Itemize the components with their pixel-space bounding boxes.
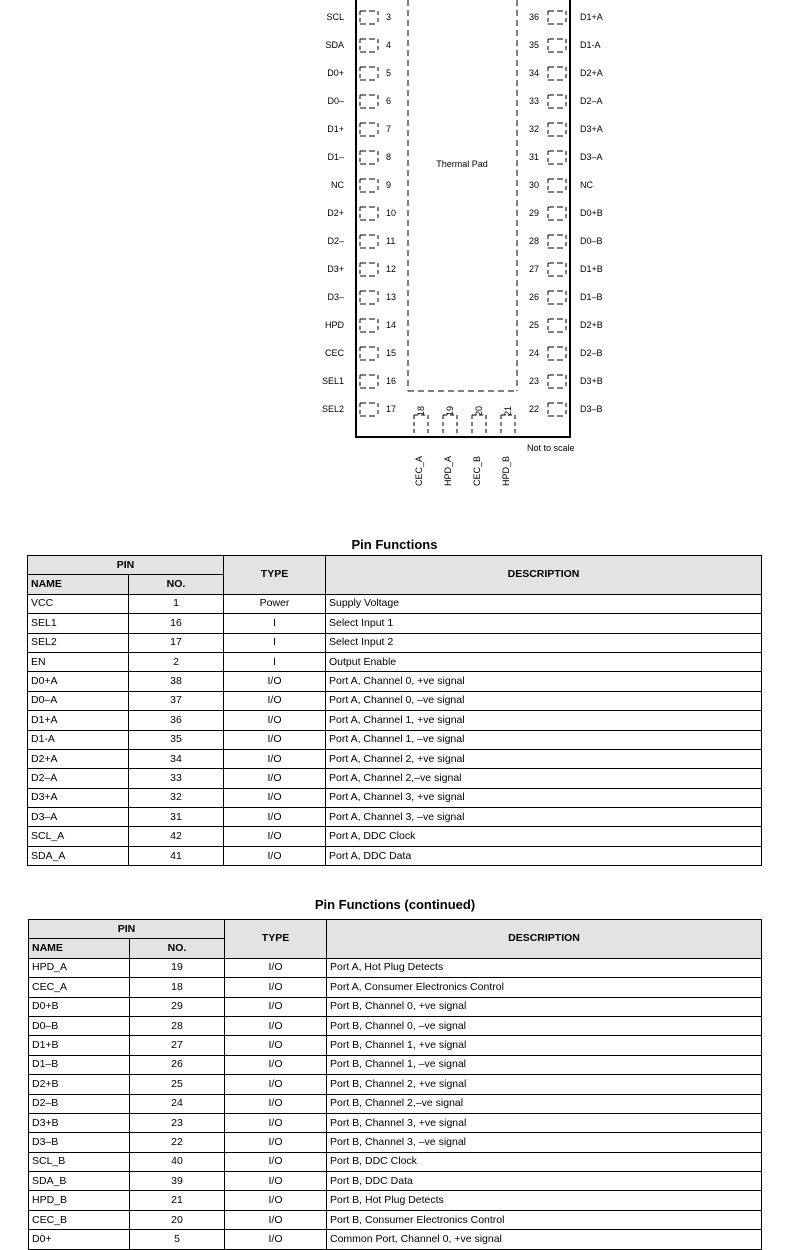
left-pin-name: CEC [324, 348, 344, 358]
pin-type: I/O [224, 672, 326, 691]
table-row [29, 958, 762, 977]
table-row [28, 652, 762, 671]
right-pin-number: 26 [529, 292, 540, 302]
pin-type: I/O [224, 827, 326, 846]
description-header: DESCRIPTION [327, 920, 762, 959]
bottom-pin-name: CEC_A [414, 455, 424, 486]
table1-title: Pin Functions [351, 537, 438, 552]
pin-type: I/O [225, 1036, 327, 1055]
pin-type: I/O [225, 1113, 327, 1132]
pin-type: I/O [225, 1055, 327, 1074]
pin-number: 20 [130, 1210, 225, 1229]
right-pin-number: 31 [529, 152, 540, 162]
pin-type: I/O [224, 730, 326, 749]
pin-number: 26 [130, 1055, 225, 1074]
pin-name: EN [28, 652, 129, 671]
left-pin-name: D2– [327, 236, 344, 246]
pin-description: Common Port, Channel 0, +ve signal [327, 1230, 762, 1249]
table-row [29, 1016, 762, 1035]
pin-number: 42 [129, 827, 224, 846]
right-pin-name: D3–A [580, 152, 603, 162]
no-header: NO. [130, 939, 225, 958]
type-header: TYPE [225, 920, 327, 959]
name-header: NAME [29, 939, 130, 958]
pin-name: D3+B [29, 1113, 130, 1132]
right-pin-number: 22 [529, 404, 540, 414]
pin-description: Port A, Channel 0, +ve signal [326, 672, 762, 691]
pin-number: 25 [130, 1075, 225, 1094]
table-row [29, 978, 762, 997]
pin-number: 2 [129, 652, 224, 671]
pin-description: Port A, DDC Clock [326, 827, 762, 846]
left-pin-name: SEL2 [321, 404, 344, 414]
description-header: DESCRIPTION [326, 556, 762, 595]
pin-name: SCL_B [29, 1152, 130, 1171]
pin-number: 16 [129, 614, 224, 633]
pin-name: D1-A [28, 730, 129, 749]
pin-number: 34 [129, 749, 224, 768]
pin-name: D1–B [29, 1055, 130, 1074]
table-row [28, 633, 762, 652]
pin-number: 33 [129, 769, 224, 788]
right-pin-number: 24 [529, 348, 540, 358]
pin-type: I/O [224, 749, 326, 768]
left-pin-number: 17 [386, 404, 397, 414]
pin-type: I/O [224, 788, 326, 807]
table-row [29, 1210, 762, 1229]
pin-type: I/O [225, 1075, 327, 1094]
pin-type: I/O [225, 1152, 327, 1171]
pin-number: 35 [129, 730, 224, 749]
pin-name: D2–B [29, 1094, 130, 1113]
pin-description: Port A, DDC Data [326, 846, 762, 865]
pin-description: Port A, Channel 2, +ve signal [326, 749, 762, 768]
right-pin-name: D1-A [580, 40, 601, 50]
left-pin-number: 4 [386, 40, 392, 50]
left-pin-number: 15 [386, 348, 397, 358]
right-pin-name: D1+A [580, 12, 603, 22]
left-pin-number: 6 [386, 96, 392, 106]
right-pin-number: 27 [529, 264, 540, 274]
pin-description: Port A, Consumer Electronics Control [327, 978, 762, 997]
pin-description: Port B, Channel 1, –ve signal [327, 1055, 762, 1074]
pin-header: PIN [29, 920, 225, 939]
pin-name: SEL1 [28, 614, 129, 633]
pin-type: I [224, 614, 326, 633]
pin-number: 5 [130, 1230, 225, 1249]
table-row [29, 1152, 762, 1171]
right-pin-number: 32 [529, 124, 540, 134]
left-pin-name: NC [331, 180, 344, 190]
right-pin-number: 35 [529, 40, 540, 50]
table-row [28, 808, 762, 827]
pin-name: D0–B [29, 1016, 130, 1035]
table-row [29, 1230, 762, 1249]
pin-number: 40 [130, 1152, 225, 1171]
pin-name: VCC [28, 594, 129, 613]
left-pin-name: SEL1 [321, 376, 344, 386]
right-pin-name: D3+B [580, 376, 603, 386]
pin-description: Port A, Channel 0, –ve signal [326, 691, 762, 710]
right-pin-number: 28 [529, 236, 540, 246]
pin-type: I/O [224, 846, 326, 865]
left-pin-name: D1– [327, 152, 344, 162]
left-pin-name: D0– [327, 96, 344, 106]
pin-description: Select Input 1 [326, 614, 762, 633]
right-pin-name: D2–B [580, 348, 603, 358]
right-pin-name: D1+B [580, 264, 603, 274]
pin-name: SDA_B [29, 1172, 130, 1191]
pin-name: D2+A [28, 749, 129, 768]
pin-name: D2+B [29, 1075, 130, 1094]
pin-description: Port B, Channel 0, –ve signal [327, 1016, 762, 1035]
right-pin-number: 25 [529, 320, 540, 330]
table-row [28, 614, 762, 633]
table-row [28, 788, 762, 807]
not-to-scale-note: Not to scale [527, 443, 575, 453]
left-pin-number: 14 [386, 320, 397, 330]
table-row [29, 997, 762, 1016]
pin-description: Output Enable [326, 652, 762, 671]
left-pin-name: D3+ [327, 264, 344, 274]
pin-number: 37 [129, 691, 224, 710]
pin-description: Port B, Channel 2, +ve signal [327, 1075, 762, 1094]
pin-name: CEC_B [29, 1210, 130, 1229]
pin-name: D0+B [29, 997, 130, 1016]
pin-description: Port B, Channel 3, –ve signal [327, 1133, 762, 1152]
pin-description: Port A, Channel 1, +ve signal [326, 711, 762, 730]
pin-number: 17 [129, 633, 224, 652]
pin-name: HPD_A [29, 958, 130, 977]
right-pin-number: 30 [529, 180, 540, 190]
table-row [28, 594, 762, 613]
left-pin-number: 8 [386, 152, 392, 162]
pin-description: Port B, Channel 3, +ve signal [327, 1113, 762, 1132]
pin-description: Port A, Hot Plug Detects [327, 958, 762, 977]
pin-number: 32 [129, 788, 224, 807]
pin-name: SCL_A [28, 827, 129, 846]
left-pin-name: D1+ [327, 124, 344, 134]
right-pin-name: D3+A [580, 124, 603, 134]
left-pin-number: 12 [386, 264, 397, 274]
left-pin-number: 10 [386, 208, 397, 218]
pin-type: I [224, 633, 326, 652]
bottom-pin-number: 20 [474, 405, 484, 416]
pin-number: 18 [130, 978, 225, 997]
left-pin-number: 13 [386, 292, 397, 302]
pin-number: 39 [130, 1172, 225, 1191]
bottom-pin-number: 18 [416, 405, 426, 416]
pin-number: 41 [129, 846, 224, 865]
pin-type: I/O [224, 691, 326, 710]
pin-number: 28 [130, 1016, 225, 1035]
pin-type: I [224, 652, 326, 671]
pin-name: CEC_A [29, 978, 130, 997]
left-pin-number: 3 [386, 12, 392, 22]
pin-number: 22 [130, 1133, 225, 1152]
left-pin-name: D0+ [327, 68, 344, 78]
pin-name: D1+A [28, 711, 129, 730]
bottom-pin-name: HPD_A [443, 455, 453, 486]
pin-name: D0+ [29, 1230, 130, 1249]
pin-name: D0+A [28, 672, 129, 691]
pin-type: I/O [225, 1172, 327, 1191]
pin-description: Port B, Channel 1, +ve signal [327, 1036, 762, 1055]
pin-type: I/O [225, 1210, 327, 1229]
pin-functions-table [27, 555, 762, 866]
type-header: TYPE [224, 556, 326, 595]
table-row [29, 1133, 762, 1152]
table2-title: Pin Functions (continued) [314, 897, 476, 912]
pin-number: 1 [129, 594, 224, 613]
pin-number: 19 [130, 958, 225, 977]
pin-type: I/O [225, 1016, 327, 1035]
name-header: NAME [28, 575, 129, 594]
left-pin-number: 9 [386, 180, 392, 190]
pin-description: Supply Voltage [326, 594, 762, 613]
pin-number: 24 [130, 1094, 225, 1113]
pin-description: Port A, Channel 3, +ve signal [326, 788, 762, 807]
right-pin-name: D2–A [580, 96, 603, 106]
pin-type: Power [224, 594, 326, 613]
table-row [28, 711, 762, 730]
left-pin-number: 11 [386, 236, 396, 246]
pin-description: Port A, Channel 2,–ve signal [326, 769, 762, 788]
pin-name: D1+B [29, 1036, 130, 1055]
right-pin-name: D3–B [580, 404, 603, 414]
pin-type: I/O [225, 997, 327, 1016]
pin-name: D3+A [28, 788, 129, 807]
table-row [28, 691, 762, 710]
right-pin-number: 33 [529, 96, 540, 106]
bottom-pin-number: 19 [445, 405, 455, 416]
table-row [29, 1036, 762, 1055]
table-row [29, 1113, 762, 1132]
pin-description: Port B, Consumer Electronics Control [327, 1210, 762, 1229]
pin-number: 31 [129, 808, 224, 827]
table-row [28, 769, 762, 788]
right-pin-name: D2+A [580, 68, 603, 78]
bottom-pin-number: 21 [503, 405, 513, 416]
table-row [28, 749, 762, 768]
table-row [29, 1094, 762, 1113]
right-pin-number: 36 [529, 12, 540, 22]
pin-type: I/O [225, 1230, 327, 1249]
table-row [29, 1075, 762, 1094]
table-row [29, 1055, 762, 1074]
pin-number: 27 [130, 1036, 225, 1055]
pin-type: I/O [224, 711, 326, 730]
no-header: NO. [129, 575, 224, 594]
pin-type: I/O [225, 1094, 327, 1113]
pin-functions-continued-table [28, 919, 762, 1250]
pin-description: Port B, Hot Plug Detects [327, 1191, 762, 1210]
pin-number: 23 [130, 1113, 225, 1132]
left-pin-name: D2+ [327, 208, 344, 218]
bottom-pin-name: HPD_B [501, 455, 511, 486]
table-row [29, 1191, 762, 1210]
thermal-pad-label: Thermal Pad [436, 159, 488, 169]
pin-number: 29 [130, 997, 225, 1016]
pin-type: I/O [224, 808, 326, 827]
right-pin-number: 29 [529, 208, 540, 218]
table-row [28, 672, 762, 691]
pin-type: I/O [224, 769, 326, 788]
right-pin-name: D1–B [580, 292, 603, 302]
table-row [28, 730, 762, 749]
right-pin-number: 23 [529, 376, 540, 386]
pin-name: SDA_A [28, 846, 129, 865]
pin-name: D2–A [28, 769, 129, 788]
pin-number: 38 [129, 672, 224, 691]
left-pin-number: 16 [386, 376, 397, 386]
pin-header: PIN [28, 556, 224, 575]
left-pin-name: SCL [326, 12, 344, 22]
pin-name: D0–A [28, 691, 129, 710]
left-pin-number: 5 [386, 68, 392, 78]
pin-name: D3–A [28, 808, 129, 827]
chip-outline [0, 0, 790, 500]
left-pin-name: SDA [325, 40, 344, 50]
right-pin-name: NC [580, 180, 593, 190]
pin-type: I/O [225, 1133, 327, 1152]
pin-type: I/O [225, 1191, 327, 1210]
pin-number: 36 [129, 711, 224, 730]
pin-name: HPD_B [29, 1191, 130, 1210]
pin-description: Port B, DDC Clock [327, 1152, 762, 1171]
pin-name: D3–B [29, 1133, 130, 1152]
table-row [28, 827, 762, 846]
right-pin-name: D0–B [580, 236, 603, 246]
right-pin-name: D2+B [580, 320, 603, 330]
pin-description: Port A, Channel 3, –ve signal [326, 808, 762, 827]
right-pin-number: 34 [529, 68, 540, 78]
pin-description: Select Input 2 [326, 633, 762, 652]
table-row [28, 846, 762, 865]
bottom-pin-name: CEC_B [472, 455, 482, 486]
pin-number: 21 [130, 1191, 225, 1210]
pin-description: Port B, Channel 0, +ve signal [327, 997, 762, 1016]
pin-name: SEL2 [28, 633, 129, 652]
pin-description: Port B, Channel 2,–ve signal [327, 1094, 762, 1113]
left-pin-name: D3– [327, 292, 344, 302]
left-pin-name: HPD [324, 320, 344, 330]
pinout-diagram [0, 0, 790, 500]
pin-type: I/O [225, 978, 327, 997]
right-pin-name: D0+B [580, 208, 603, 218]
pin-description: Port A, Channel 1, –ve signal [326, 730, 762, 749]
table-row [29, 1172, 762, 1191]
pin-description: Port B, DDC Data [327, 1172, 762, 1191]
pin-type: I/O [225, 958, 327, 977]
left-pin-number: 7 [386, 124, 392, 134]
